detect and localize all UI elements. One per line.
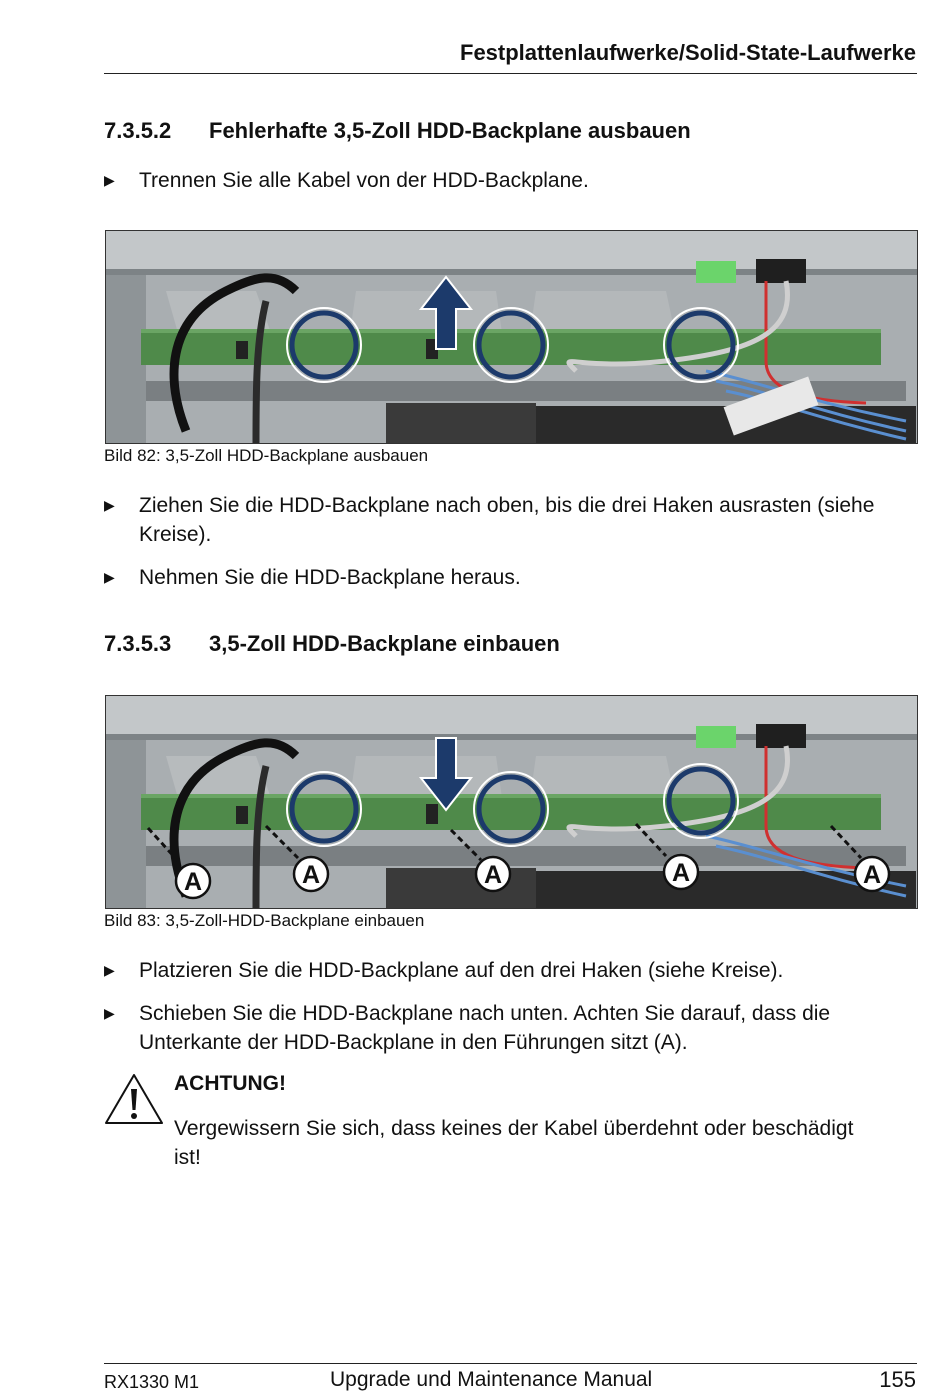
figure-83-photo: [105, 695, 918, 909]
step-text: Schieben Sie die HDD-Backplane nach unten. Achten Sie darauf, dass die Unterkante der HDD-Backplane in den Führungen sitzt (A).: [139, 1002, 831, 1054]
step-text: Trennen Sie alle Kabel von der HDD-Backplane.: [139, 169, 589, 192]
callout-a: [176, 864, 210, 898]
section-number: 7.3.5.3: [104, 631, 172, 656]
page-number: 155: [879, 1367, 916, 1392]
backplane-install-illustration: [106, 696, 917, 908]
step-push-backplane-down: [104, 999, 916, 1057]
bullet-arrow-icon: ▶: [104, 497, 115, 513]
section-title: Fehlerhafte 3,5-Zoll HDD-Backplane ausbauen: [209, 118, 691, 143]
bullet-arrow-icon: ▶: [104, 172, 115, 188]
bullet-arrow-icon: ▶: [104, 962, 115, 978]
warning-triangle-icon: [103, 1072, 165, 1128]
caution-text: Vergewissern Sie sich, dass keines der Kabel überdehnt oder beschädigt ist!: [174, 1117, 854, 1169]
section-number: 7.3.5.2: [104, 118, 172, 143]
backplane-removal-illustration: [106, 231, 917, 443]
footer-manual-title: Upgrade und Maintenance Manual: [330, 1368, 653, 1391]
figure-83-caption: Bild 83: 3,5-Zoll-HDD-Backplane einbauen: [104, 911, 425, 930]
section-title: 3,5-Zoll HDD-Backplane einbauen: [209, 631, 560, 656]
callout-a: [664, 855, 698, 889]
step-text: Nehmen Sie die HDD-Backplane heraus.: [139, 566, 521, 589]
section-heading-7-3-5-2: [104, 118, 691, 144]
footer-model: RX1330 M1: [104, 1372, 200, 1392]
callout-a: [476, 857, 510, 891]
callout-label: A: [483, 861, 503, 889]
footer-rule: [104, 1363, 917, 1364]
figure-82-caption: Bild 82: 3,5-Zoll HDD-Backplane ausbauen: [104, 446, 429, 465]
figure-82-photo: [105, 230, 918, 444]
callout-label: A: [862, 861, 882, 889]
callout-a: [294, 857, 328, 891]
step-pull-backplane-up: [104, 491, 916, 549]
step-text: Platzieren Sie die HDD-Backplane auf den drei Haken (siehe Kreise).: [139, 959, 784, 982]
caution-title: ACHTUNG!: [174, 1072, 286, 1095]
bullet-arrow-icon: ▶: [104, 569, 115, 585]
step-disconnect-cables: [104, 166, 916, 195]
step-remove-backplane: [104, 563, 916, 592]
running-header: Festplattenlaufwerke/Solid-State-Laufwerke: [460, 40, 916, 65]
step-text: Ziehen Sie die HDD-Backplane nach oben, bis die drei Haken ausrasten (siehe Kreise).: [139, 494, 875, 546]
callout-label: A: [671, 859, 691, 887]
section-heading-7-3-5-3: [104, 631, 560, 657]
callout-a: [855, 857, 889, 891]
header-rule: [104, 73, 917, 74]
step-place-backplane: [104, 956, 916, 985]
callout-label: A: [183, 868, 203, 896]
bullet-arrow-icon: ▶: [104, 1005, 115, 1021]
callout-label: A: [301, 861, 321, 889]
